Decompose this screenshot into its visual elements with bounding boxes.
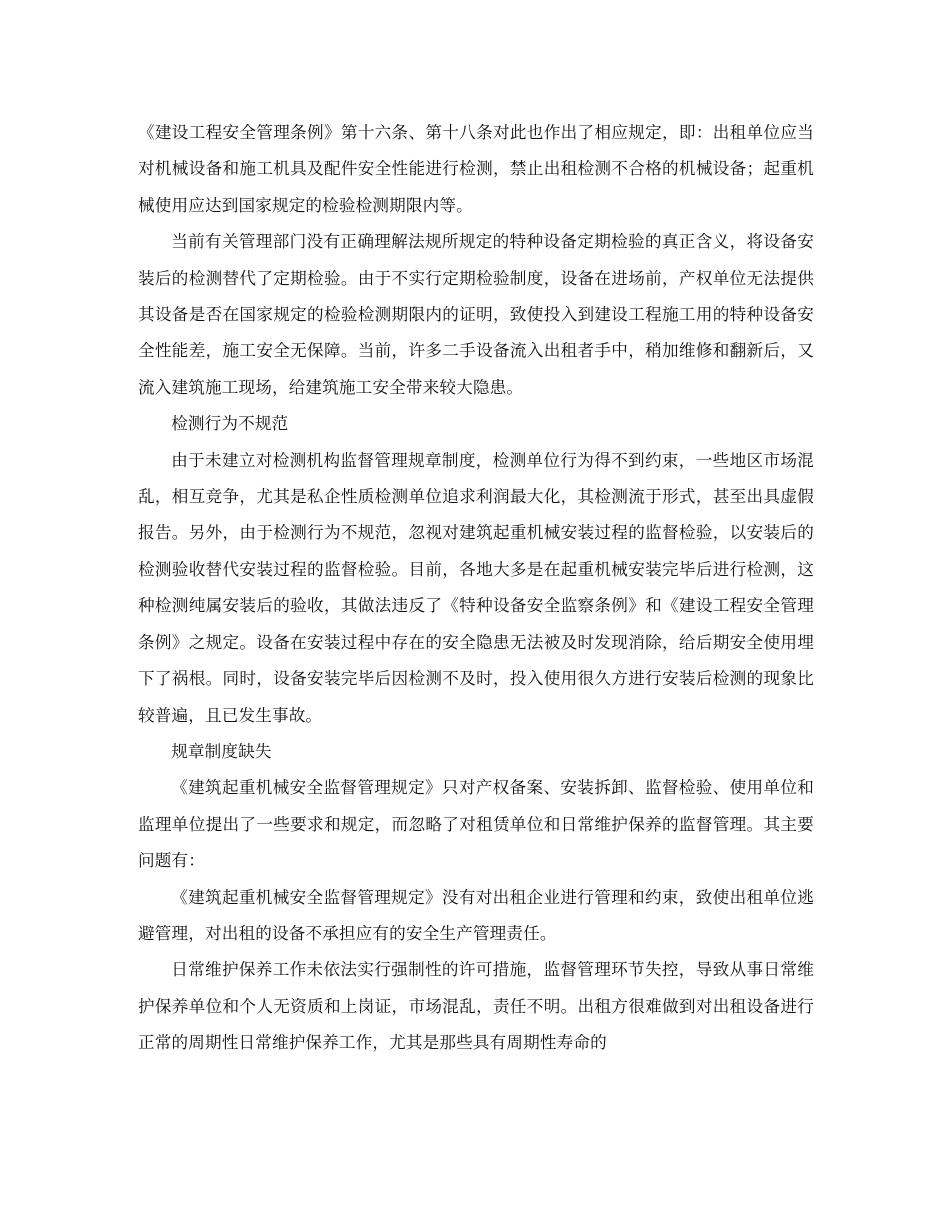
document-page (138, 115, 814, 1062)
paragraph-rental-enterprises: 《建筑起重机械安全监督管理规定》没有对出租企业进行管理和约束，致使出租单位逃避管理，对出租的设备不承担应有的安全生产管理责任。 (138, 887, 814, 943)
section-heading-inspection-behavior: 检测行为不规范 (171, 414, 289, 434)
paragraph-regulation-reference: 《建设工程安全管理条例》第十六条、第十八条对此也作出了相应规定，即：出租单位应当对机械设备和施工机具及配件安全性能进行检测，禁止出租检测不合格的机械设备；起重机械使用应达到国家规定的检验检测期限内等。 (138, 123, 814, 215)
paragraph-periodic-inspection: 当前有关管理部门没有正确理解法规所规定的特种设备定期检验的真正含义，将设备安装后的检测替代了定期检验。由于不实行定期检验制度，设备在进场前，产权单位无法提供其设备是否在国家规定的检验检测期限内的证明，致使投入到建设工程施工用的特种设备安全性能差，施工安全无保障。当前，许多二手设备流入出租者手中，稍加维修和翻新后，又流入建筑施工现场，给建筑施工安全带来较大隐患。 (138, 232, 814, 397)
paragraph-inspection-behavior: 由于未建立对检测机构监督管理规章制度，检测单位行为得不到约束，一些地区市场混乱，相互竞争，尤其是私企性质检测单位追求利润最大化，其检测流于形式，甚至出具虚假报告。另外，由于检测行为不规范，忽视对建筑起重机械安装过程的监督检验，以安装后的检测验收替代安装过程的监督检验。目前，各地大多是在起重机械安装完毕后进行检测，这种检测纯属安装后的验收，其做法违反了《特种设备安全监察条例》和《建设工程安全管理条例》之规定。设备在安装过程中存在的安全隐患无法被及时发现消除，给后期安全使用埋下了祸根。同时，设备安装完毕后因检测不及时，投入使用很久方进行安装后检测的现象比较普遍，且已发生事故。 (138, 450, 814, 725)
section-heading-missing-regulations: 规章制度缺失 (171, 741, 272, 761)
paragraph-supervision-rules: 《建筑起重机械安全监督管理规定》只对产权备案、安装拆卸、监督检验、使用单位和监理单位提出了一些要求和规定，而忽略了对租赁单位和日常维护保养的监督管理。其主要问题有： (138, 778, 814, 871)
paragraph-maintenance: 日常维护保养工作未依法实行强制性的许可措施，监督管理环节失控，导致从事日常维护保养单位和个人无资质和上岗证，市场混乱，责任不明。出租方很难做到对出租设备进行正常的周期性日常维护保养工作，尤其是那些具有周期性寿命的 (138, 960, 814, 1053)
